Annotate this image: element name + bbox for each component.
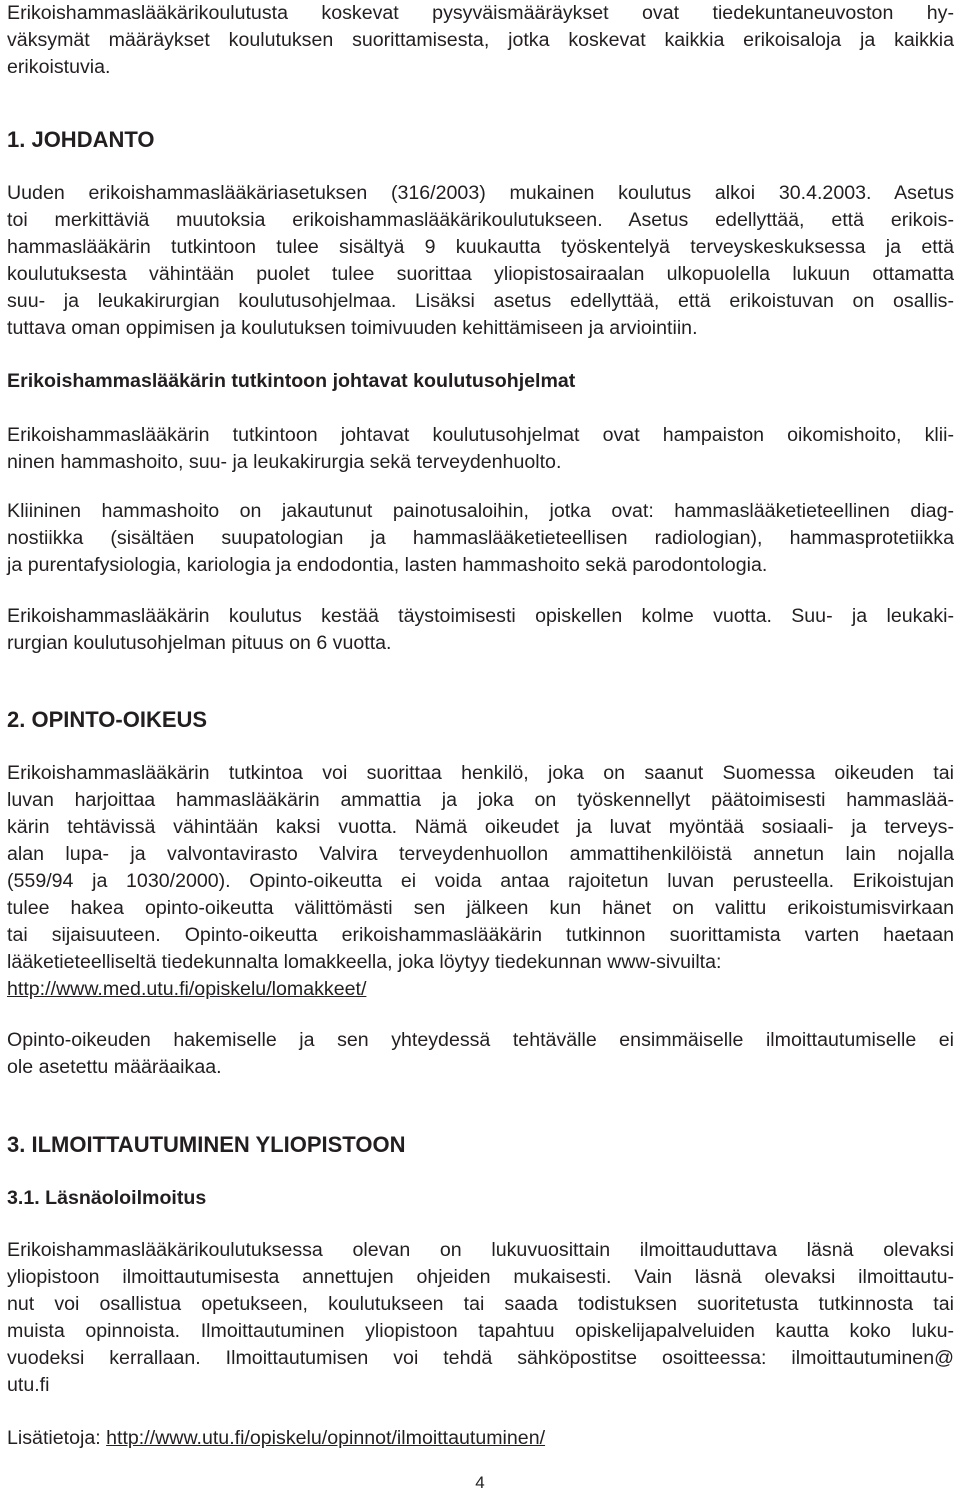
- link-line: [7, 976, 954, 1003]
- text-line: Erikoishammaslääkärin tutkintoa voi suorittaa henkilö, joka on saanut Suomessa oikeuden tai: [7, 762, 954, 784]
- text-line: Opinto-oikeuden hakemiselle ja sen yhteydessä tehtävälle ensimmäiselle ilmoittautumiselle ei: [7, 1029, 954, 1051]
- section-3-heading: 3. ILMOITTAUTUMINEN YLIOPISTOON: [7, 1132, 406, 1157]
- section-2-heading: 2. OPINTO-OIKEUS: [7, 707, 208, 732]
- text-line: Erikoishammaslääkärin koulutus kestää täystoimisesti opiskellen kolme vuotta. Suu- ja leukaki-: [7, 605, 954, 627]
- info-line: [7, 1425, 954, 1452]
- text-line: lääketieteelliseltä tiedekunnalta lomakkeella, joka löytyy tiedekunnan www-sivuilta:: [7, 951, 722, 973]
- text-line: Kliininen hammashoito on jakautunut painotusaloihin, jotka ovat: hammaslääketieteellinen diag-: [7, 500, 954, 522]
- forms-link[interactable]: http://www.med.utu.fi/opiskelu/lomakkeet/: [7, 978, 367, 1000]
- text-line: luvan harjoittaa hammaslääkärin ammattia ja joka on työskennellyt päätoimisesti hammaslää-: [7, 789, 954, 811]
- text-line: Erikoishammaslääkärin tutkintoon johtavat koulutusohjelmat ovat hampaiston oikomishoito, klii-: [7, 424, 954, 446]
- text-line: kärin tehtävissä vähintään kaksi vuotta. Nämä oikeudet ja luvat myöntää sosiaali- ja terveys-: [7, 816, 954, 838]
- section-1-paragraph-4: [7, 603, 954, 657]
- section-1-subheading: Erikoishammaslääkärin tutkintoon johtavat koulutusohjelmat: [7, 370, 576, 392]
- section-1-paragraph-3: [7, 498, 954, 579]
- text-line: nut voi osallistua opetukseen, koulutukseen tai saada todistuksen suoritetusta tutkinnosta tai: [7, 1293, 954, 1315]
- text-line: tuttava oman oppimisen ja koulutuksen toimivuuden kehittämiseen ja arviointiin.: [7, 317, 698, 339]
- text-line: koulutuksesta vähintään puolet tulee suorittaa yliopistosairaalan ulkopuolella lukuun ottamatta: [7, 263, 954, 285]
- section-3-subheading: 3.1. Läsnäoloilmoitus: [7, 1187, 207, 1209]
- section-1-paragraph-1: [7, 180, 954, 342]
- info-label: Lisätietoja:: [7, 1427, 107, 1449]
- text-line: ninen hammashoito, suu- ja leukakirurgia sekä terveydenhuolto.: [7, 451, 562, 473]
- section-3-info: [7, 1425, 954, 1452]
- section-2-paragraph-1: [7, 760, 954, 1003]
- text-line: alan lupa- ja valvontavirasto Valvira terveydenhuollon ammattihenkilöistä annetun lain nojalla: [7, 843, 954, 865]
- section-1-paragraph-2: [7, 422, 954, 476]
- text-line: ja purentafysiologia, kariologia ja endodontia, lasten hammashoito sekä parodontologia.: [7, 554, 768, 576]
- text-line: nostiikka (sisältäen suupatologian ja hammaslääketieteellisen radiologian), hammasprotetiikka: [7, 527, 954, 549]
- section-2-paragraph-2: [7, 1027, 954, 1081]
- registration-link[interactable]: http://www.utu.fi/opiskelu/opinnot/ilmoittautuminen/: [106, 1427, 546, 1449]
- text-line: suu- ja leukakirurgian koulutusohjelmaa. Lisäksi asetus edellyttää, että erikoistuvan on osallis-: [7, 290, 954, 312]
- text-line: utu.fi: [7, 1374, 50, 1396]
- text-line: tulee hakea opinto-oikeutta välittömästi sen jälkeen kun hänet on valittu erikoistumisvirkaan: [7, 897, 954, 919]
- intro-paragraph: [7, 0, 954, 81]
- text-line: toi merkittäviä muutoksia erikoishammaslääkärikoulutukseen. Asetus edellyttää, että erikois-: [7, 209, 954, 231]
- section-1-heading: 1. JOHDANTO: [7, 127, 155, 152]
- text-line: Erikoishammaslääkärikoulutusta koskevat pysyväismääräykset ovat tiedekuntaneuvoston hy-: [7, 2, 954, 24]
- text-line: yliopistoon ilmoittautumisesta annettujen ohjeiden mukaisesti. Vain läsnä olevaksi ilmoittautu-: [7, 1266, 954, 1288]
- text-line: (559/94 ja 1030/2000). Opinto-oikeutta ei voida antaa rajoitetun luvan perusteella. Erikoistujan: [7, 870, 954, 892]
- text-line: vuodeksi kerrallaan. Ilmoittautumisen voi tehdä sähköpostitse osoitteessa: ilmoittautuminen@: [7, 1347, 954, 1369]
- text-line: tai sijaisuuteen. Opinto-oikeutta erikoishammaslääkärin tutkinnon suorittamista varten haetaan: [7, 924, 954, 946]
- page-number: 4: [475, 1473, 485, 1492]
- text-line: väksymät määräykset koulutuksen suorittamisesta, jotka koskevat kaikkia erikoisaloja ja kaikkia: [7, 29, 954, 51]
- text-line: erikoistuvia.: [7, 56, 111, 78]
- text-line: ole asetettu määräaikaa.: [7, 1056, 222, 1078]
- text-line: rurgian koulutusohjelman pituus on 6 vuotta.: [7, 632, 392, 654]
- text-line: hammaslääkärin tutkintoon tulee sisältyä 9 kuukautta työskentelyä terveyskeskuksessa ja että: [7, 236, 954, 258]
- text-line: Erikoishammaslääkärikoulutuksessa olevan on lukuvuosittain ilmoittauduttava läsnä olevaksi: [7, 1239, 954, 1261]
- text-line: Uuden erikoishammaslääkäriasetuksen (316/2003) mukainen koulutus alkoi 30.4.2003. Asetus: [7, 182, 954, 204]
- section-3-paragraph-1: [7, 1237, 954, 1399]
- text-line: muista opinnoista. Ilmoittautuminen yliopistoon tapahtuu opiskelijapalveluiden kautta koko luku-: [7, 1320, 954, 1342]
